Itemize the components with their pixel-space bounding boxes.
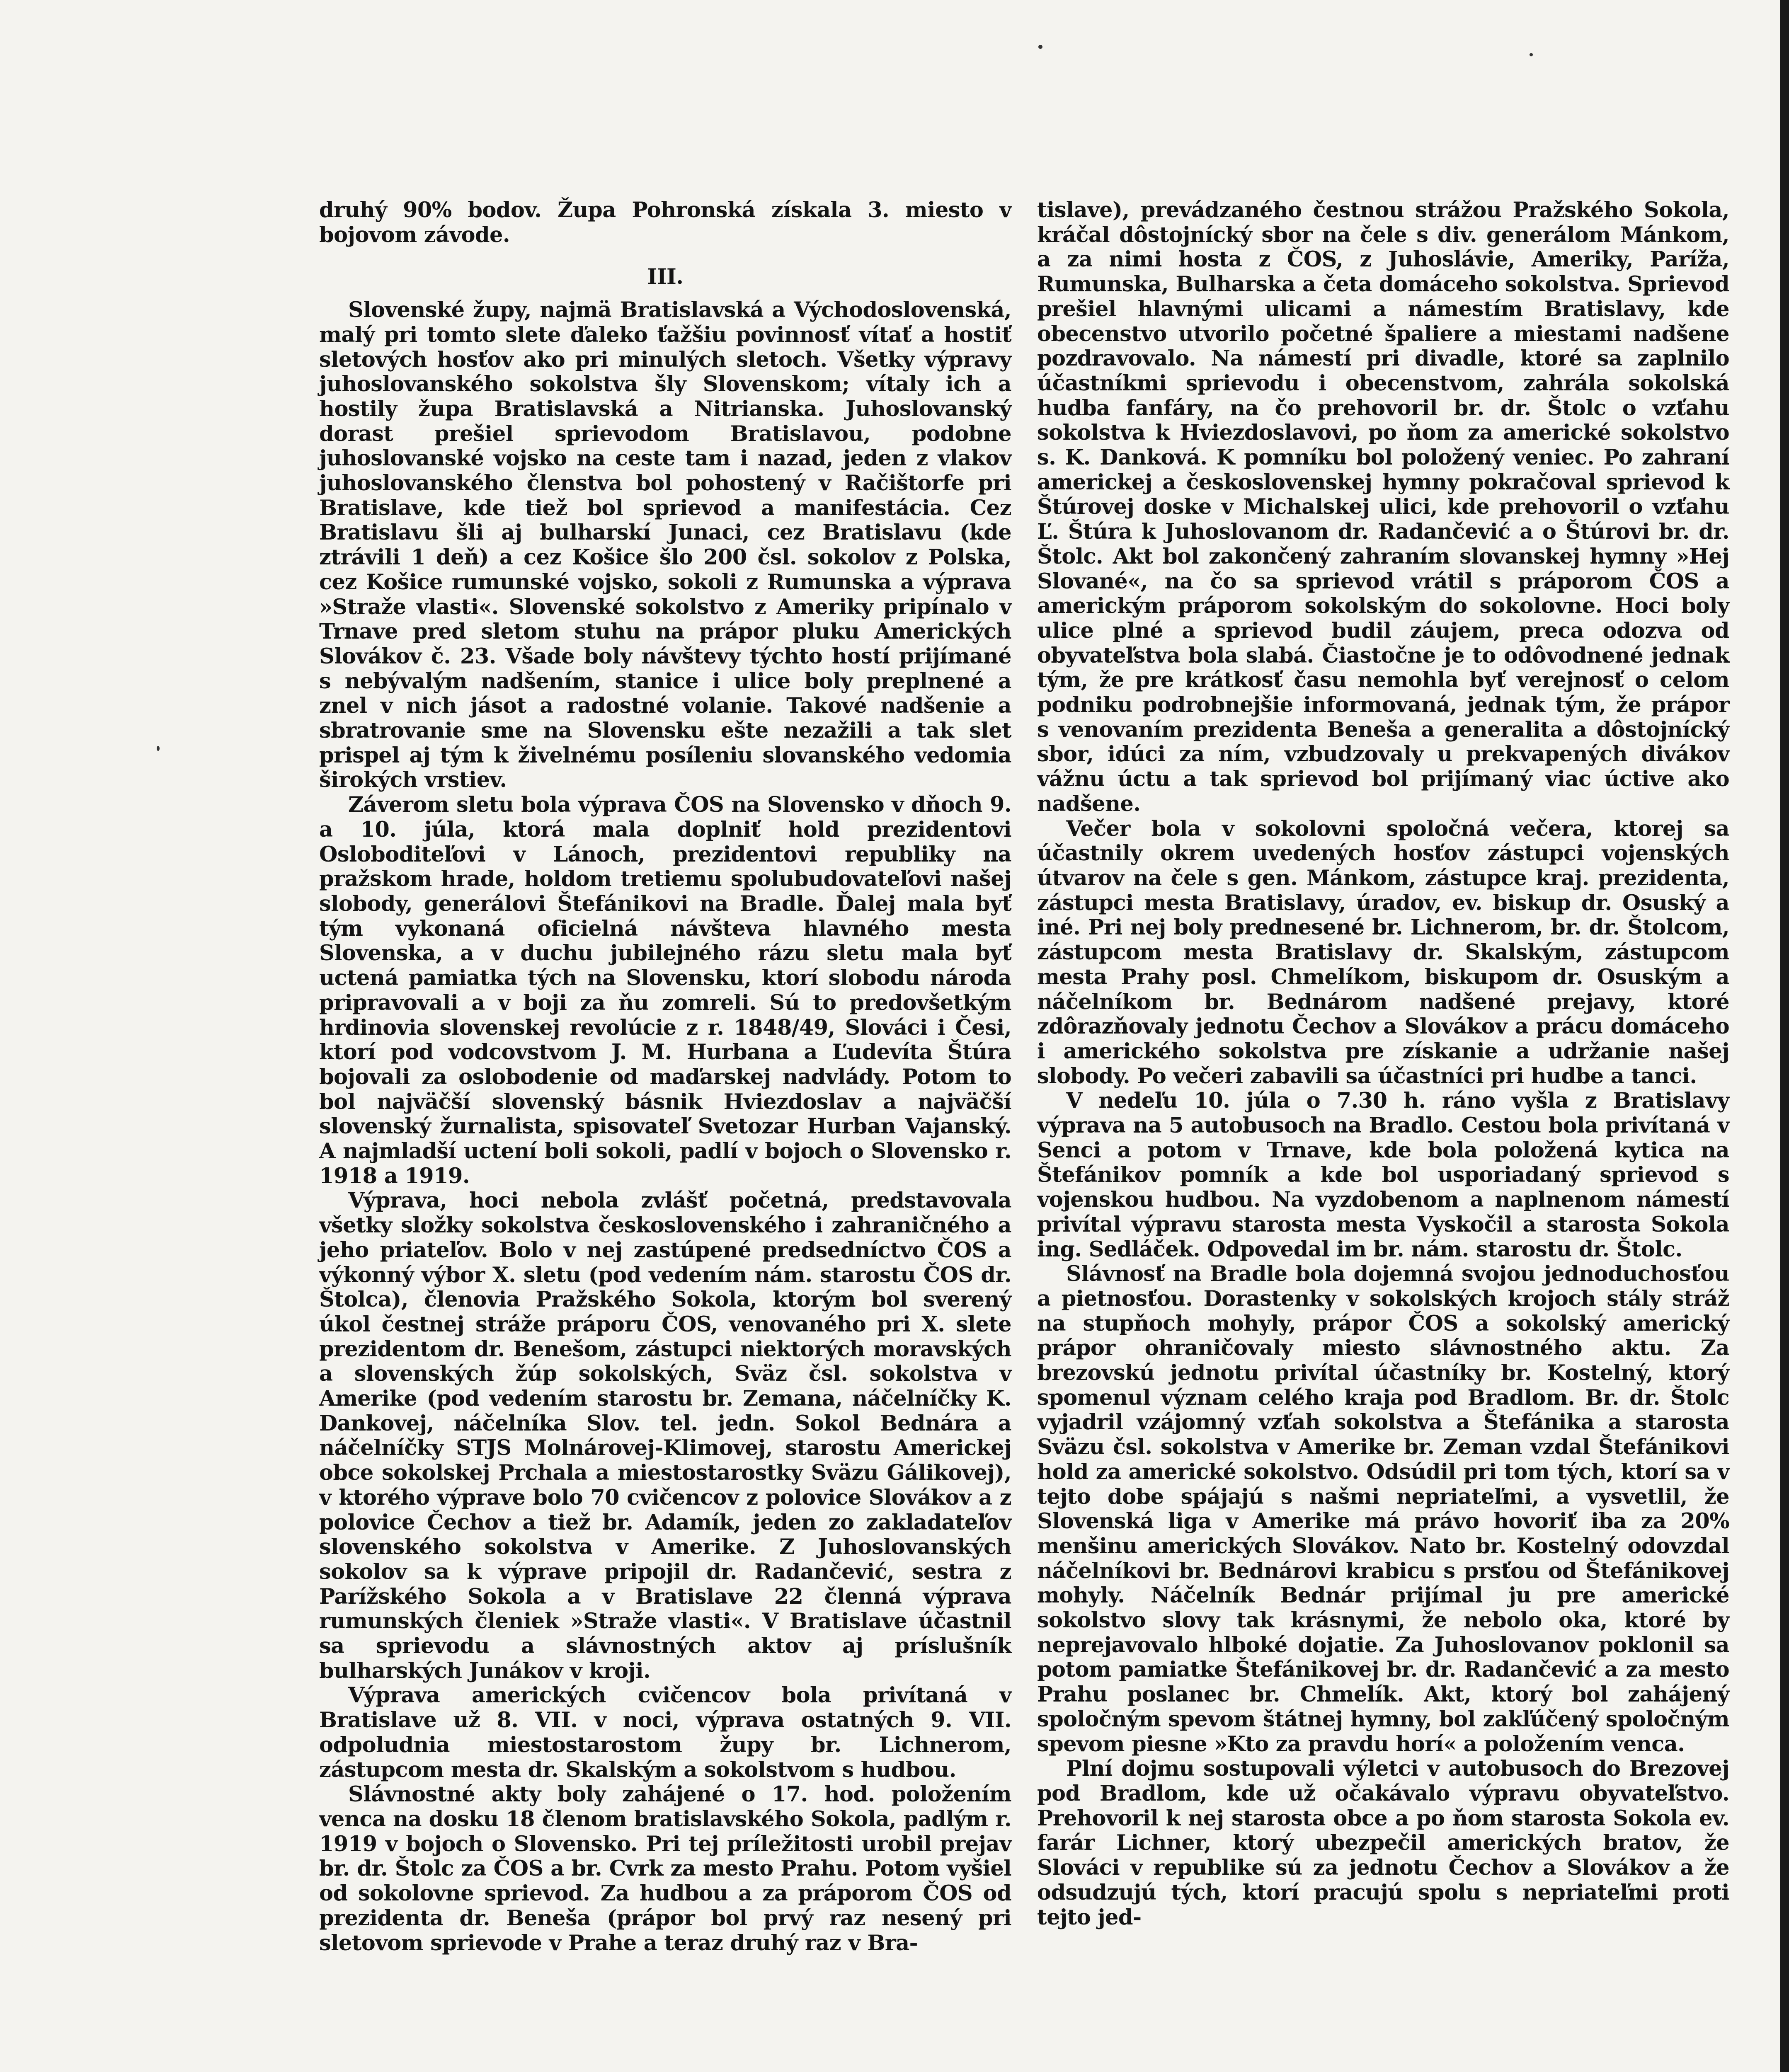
section-heading: III. <box>647 264 684 290</box>
print-speck <box>1530 53 1533 56</box>
print-speck <box>1038 45 1042 49</box>
paragraph: Večer bola v sokolovni spoločná večera, ktorej sa účastnily okrem uvedených hosťov zástupci vojenských útvarov na čele s gen. Mánkom, zástupce kraj. prezidenta, zástupci mesta Bratislavy, úradov, ev. biskup dr. Osuský a iné. Pri nej boly prednesené br. Lichnerom, br. dr. Štolcom, zástupcom mesta Bratislavy dr. Skalským, zástupcom mesta Prahy posl. Chmelíkom, biskupom dr. Osuským a náčelníkom br. Bednárom nadšené prejavy, ktoré zdôrazňovaly jednotu Čechov a Slovákov a prácu domáceho i amerického sokolstva pre získanie a udržanie našej slobody. Po večeri zabavili sa účastníci pri hudbe a tanci. <box>1037 816 1729 1089</box>
paragraph: V nedeľu 10. júla o 7.30 h. ráno vyšla z Bratislavy výprava na 5 autobusoch na Bradlo. Cestou bola privítaná v Senci a potom v Trnave, kde bola položená kytica na Štefánikov pomník a kde bol usporiadaný sprievod s vojenskou hudbou. Na vyzdobenom a naplnenom námestí privítal výpravu starosta mesta Vyskočil a starosta Sokola ing. Sedláček. Odpovedal im br. nám. starostu dr. Štolc. <box>1037 1088 1729 1262</box>
print-speck <box>157 746 160 751</box>
paragraph: Záverom sletu bola výprava ČOS na Slovensko v dňoch 9. a 10. júla, ktorá mala doplniť hold prezidentovi Osloboditeľovi v Lánoch, prezidentovi republiky na pražskom hrade, holdom tretiemu spolubudovateľovi našej slobody, generálovi Štefánikovi na Bradle. Ďalej mala byť tým vykonaná oficielná návšteva hlavného mesta Slovenska, a v duchu jubilejného rázu sletu mala byť uctená pamiatka tých na Slovensku, ktorí slobodu národa pripravovali a v boji za ňu zomreli. Sú to predovšetkým hrdinovia slovenskej revolúcie z r. 1848/49, Slováci i Česi, ktorí pod vodcovstvom J. M. Hurbana a Ľudevíta Štúra bojovali za oslobodenie od maďarskej nadvlády. Potom to bol najväčší slovenský básnik Hviezdoslav a najväčší slovenský žurnalista, spisovateľ Svetozar Hurban Vajanský. A najmladší uctení boli sokoli, padlí v bojoch o Slovensko r. 1918 a 1919. <box>319 792 1011 1188</box>
paragraph: Slávnosť na Bradle bola dojemná svojou jednoduchosťou a pietnosťou. Dorastenky v sokolských krojoch stály stráž na stupňoch mohyly, prápor ČOS a sokolský americký prápor ohraničovaly miesto slávnostného aktu. Za brezovskú jednotu privítal účastníky br. Kostelný, ktorý spomenul význam celého kraja pod Bradlom. Br. dr. Štolc vyjadril vzájomný vzťah sokolstva a Štefánika a starosta Sväzu čsl. sokolstva v Amerike br. Zeman vzdal Štefánikovi hold za americké sokolstvo. Odsúdil pri tom tých, ktorí sa v tejto dobe spájajú s našmi nepriateľmi, a vysvetlil, že Slovenská liga v Amerike má právo hovoriť iba za 20% menšinu amerických Slovákov. Nato br. Kostelný odovzdal náčelníkovi br. Bednárovi krabicu s prsťou od Štefánikovej mohyly. Náčelník Bednár prijímal ju pre americké sokolstvo slovy tak krásnymi, že nebolo oka, ktoré by neprejavovalo hlboké dojatie. Za Juhoslovanov poklonil sa potom pamiatke Štefánikovej br. dr. Radančević a za mesto Prahu poslanec br. Chmelík. Akt, ktorý bol zahájený spoločným spevom štátnej hymny, bol zakľúčený spoločným spevom piesne »Kto za pravdu horí« a položením venca. <box>1037 1261 1729 1757</box>
paragraph: tislave), prevádzaného čestnou strážou Pražského Sokola, kráčal dôstojnícký sbor na čele s div. generálom Mánkom, a za nimi hosta z ČOS, z Juhoslávie, Ameriky, Paríža, Rumunska, Bulharska a četa domáceho sokolstva. Sprievod prešiel hlavnými ulicami a námestím Bratislavy, kde obecenstvo utvorilo početné špaliere a miestami nadšene pozdravovalo. Na námestí pri divadle, ktoré sa zaplnilo účastníkmi sprievodu i obecenstvom, zahrála sokolská hudba fanfáry, na čo prehovoril br. dr. Štolc o vzťahu sokolstva k Hviezdoslavovi, po ňom za americké sokolstvo s. K. Danková. K pomníku bol položený veniec. Po zahraní americkej a československej hymny pokračoval sprievod k Štúrovej doske v Michalskej ulici, kde prehovoril o vzťahu Ľ. Štúra k Juhoslovanom dr. Radančević a o Štúrovi br. dr. Štolc. Akt bol zakončený zahraním slovanskej hymny »Hej Slované«, na čo sa sprievod vrátil s práporom ČOS a americkým práporom sokolským do sokolovne. Hoci boly ulice plné a sprievod budil záujem, preca odozva od obyvateľstva bola slabá. Čiastočne je to odôvodnené jednak tým, že pre krátkosť času nemohla byť verejnosť o celom podniku podrobnejšie informovaná, jednak tým, že prápor s venovaním prezidenta Beneša a generalita a dôstojnícký sbor, idúci za ním, vzbudzovaly u prekvapených divákov vážnu úctu a tak sprievod bol prijímaný viac úctive ako nadšene. <box>1037 198 1729 816</box>
paragraph: Slávnostné akty boly zahájené o 17. hod. položením venca na dosku 18 členom bratislavského Sokola, padlým r. 1919 v bojoch o Slovensko. Pri tej príležitosti urobil prejav br. dr. Štolc za ČOS a br. Cvrk za mesto Prahu. Potom vyšiel od sokolovne sprievod. Za hudbou a za práporom ČOS od prezidenta dr. Beneša (prápor bol prvý raz nesený pri sletovom sprievode v Prahe a teraz druhý raz v Bra- <box>319 1782 1011 1956</box>
paragraph: Plní dojmu sostupovali výletci v autobusoch do Brezovej pod Bradlom, kde už očakávalo výpravu obyvateľstvo. Prehovoril k nej starosta obce a po ňom starosta Sokola ev. farár Lichner, ktorý ubezpečil amerických bratov, že Slováci v republike sú za jednotu Čechov a Slovákov a že odsudzujú tých, ktorí pracujú spolu s nepriateľmi proti tejto jed- <box>1037 1756 1729 1930</box>
paragraph: Slovenské župy, najmä Bratislavská a Východoslovenská, malý pri tomto slete ďaleko ťažšiu povinnosť vítať a hostiť sletových hosťov ako pri minulých sletoch. Všetky výpravy juhoslovanského sokolstva šly Slovenskom; vítaly ich a hostily župa Bratislavská a Nitrianska. Juhoslovanský dorast prešiel sprievodom Bratislavou, podobne juhoslovanské vojsko na ceste tam i nazad, jeden z vlakov juhoslovanského členstva bol pohostený v Račištorfe pri Bratislave, kde tiež bol sprievod a manifestácia. Cez Bratislavu šli aj bulharskí Junaci, cez Bratislavu (kde ztrávili 1 deň) a cez Košice šlo 200 čsl. sokolov z Polska, cez Košice rumunské vojsko, sokoli z Rumunska a výprava »Straže vlasti«. Slovenské sokolstvo z Ameriky pripínalo v Trnave pred sletom stuhu na prápor pluku Amerických Slovákov č. 23. Všade boly návštevy týchto hostí prijímané s nebývalým nadšením, stanice i ulice boly preplnené a znel v nich jásot a radostné volanie. Takové nadšenie a sbratrovanie sme na Slovensku ešte nezažili a tak slet prispel aj tým k živelnému posíleniu slovanského vedomia širokých vrstiev. <box>319 298 1011 793</box>
paragraph: druhý 90% bodov. Župa Pohronská získala 3. miesto v bojovom závode. <box>319 198 1011 247</box>
paragraph: Výprava, hoci nebola zvlášť početná, predstavovala všetky složky sokolstva československého i zahraničného a jeho priateľov. Bolo v nej zastúpené predsedníctvo ČOS a výkonný výbor X. sletu (pod vedením nám. starostu ČOS dr. Štolca), členovia Pražského Sokola, ktorým bol sverený úkol čestnej stráže práporu ČOS, venovaného pri X. slete prezidentom dr. Benešom, zástupci niektorých moravských a slovenských žúp sokolských, Sväz čsl. sokolstva v Amerike (pod vedením starostu br. Zemana, náčelníčky K. Dankovej, náčelníka Slov. tel. jedn. Sokol Bednára a náčelníčky STJS Molnárovej-Klimovej, starostu Americkej obce sokolskej Prchala a miestostarostky Sväzu Gálikovej), v ktorého výprave bolo 70 cvičencov z polovice Slovákov a z polovice Čechov a tiež br. Adamík, jeden zo zakladateľov slovenského sokolstva v Amerike. Z Juhoslovanských sokolov sa k výprave pripojil dr. Radančević, sestra z Parížského Sokola a v Bratislave 22 členná výprava rumunských členiek »Straže vlasti«. V Bratislave účastnil sa sprievodu a slávnostných aktov aj príslušník bulharských Junákov v kroji. <box>319 1188 1011 1683</box>
paragraph: Výprava amerických cvičencov bola privítaná v Bratislave už 8. VII. v noci, výprava ostatných 9. VII. odpoludnia miestostarostom župy br. Lichnerom, zástupcom mesta dr. Skalským a sokolstvom s hudbou. <box>319 1683 1011 1782</box>
left-column <box>319 198 1011 1956</box>
right-column <box>1037 198 1729 1930</box>
